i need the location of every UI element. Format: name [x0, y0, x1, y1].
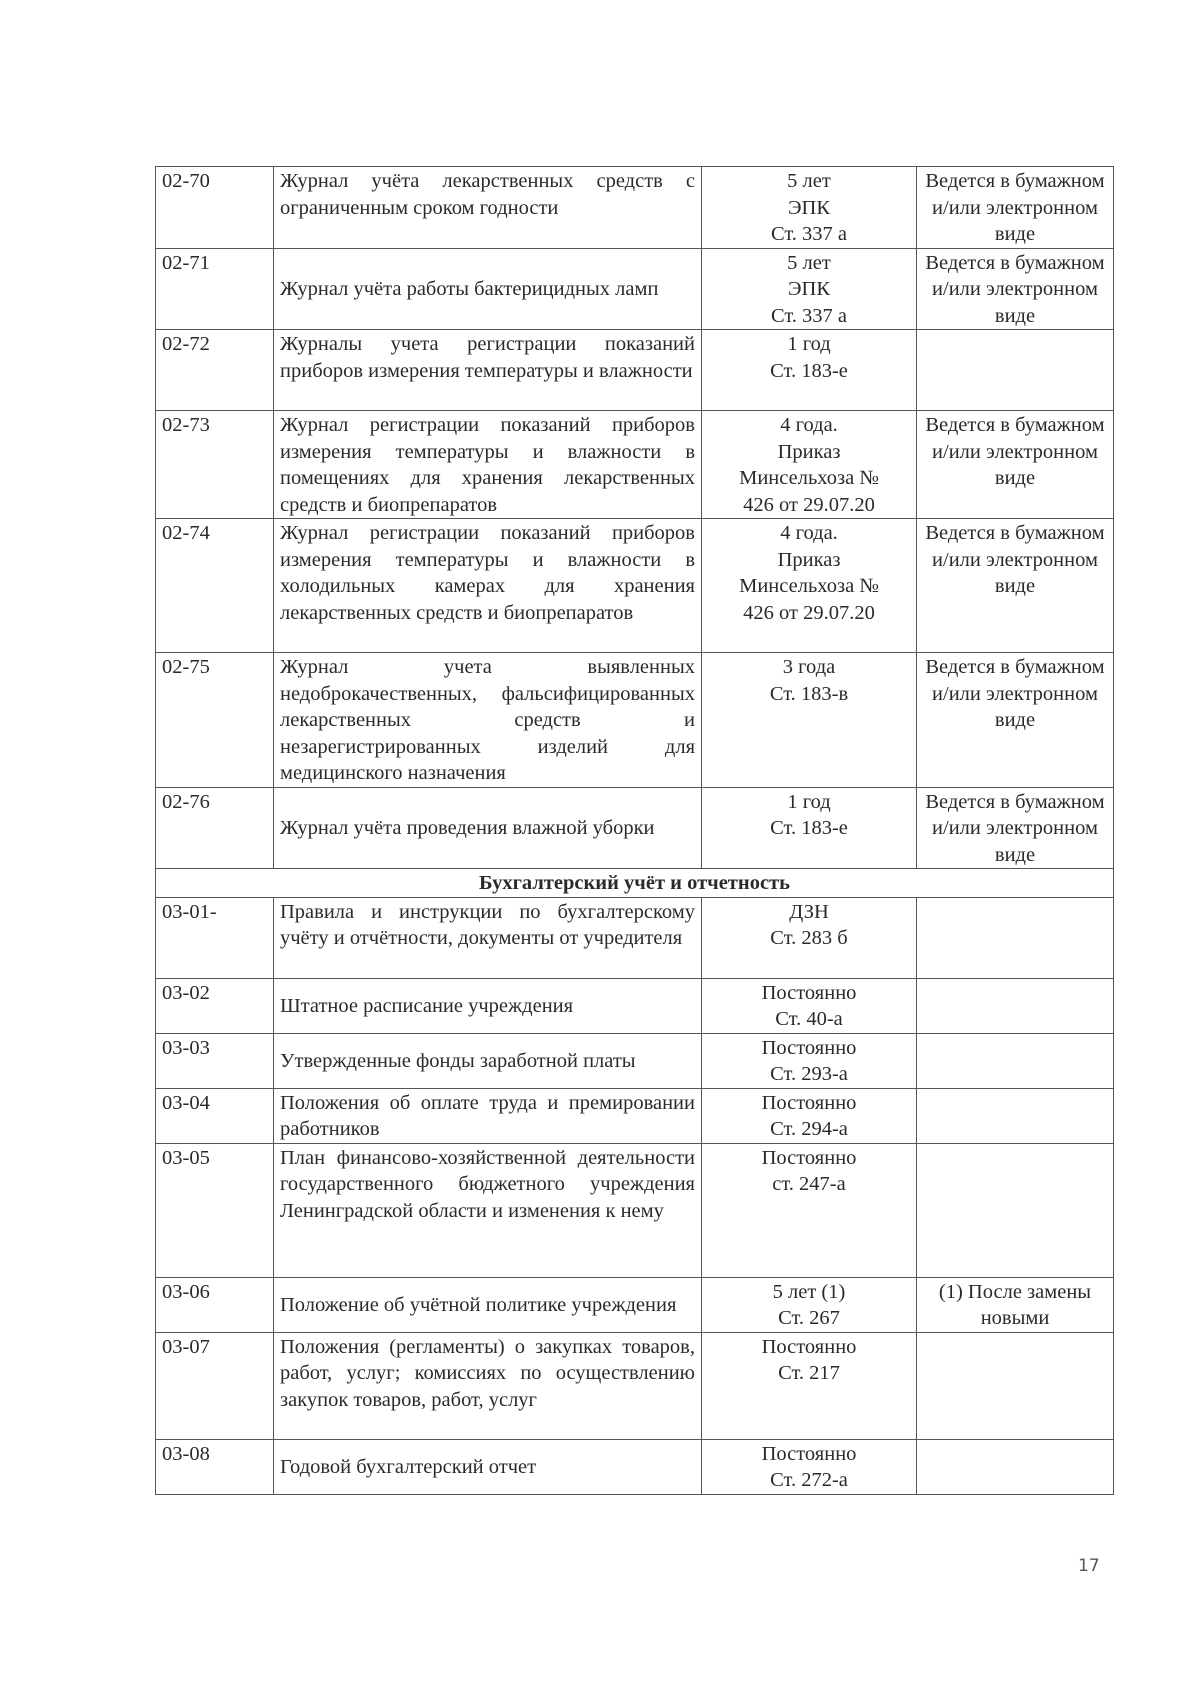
- retention-term-line: Постоянно: [761, 1442, 857, 1465]
- retention-term-line: 5 лет (1): [772, 1280, 846, 1303]
- note-cell: Ведется в бумажном и/или электронном виде: [917, 653, 1114, 788]
- document-title-cell: План финансово-хозяйственной деятельности государственного бюджетного учреждения Ленинградской области и изменения к нему: [274, 1143, 702, 1277]
- retention-term-cell: [702, 411, 917, 519]
- row-index-cell: 02-70: [156, 167, 274, 249]
- retention-term-cell: [702, 167, 917, 249]
- row-index-cell: 03-08: [156, 1439, 274, 1494]
- retention-term-cell: [702, 653, 917, 788]
- retention-term-cell: [702, 330, 917, 411]
- retention-term-line: Ст. 183-е: [770, 817, 848, 839]
- document-title-cell: Положение об учётной политике учреждения: [274, 1277, 702, 1332]
- retention-term-cell: [702, 787, 917, 869]
- retention-term-line: Ст. 183-в: [769, 682, 849, 705]
- retention-term-line: ДЗН: [789, 900, 829, 923]
- note-cell: [917, 897, 1114, 978]
- retention-term-line: Ст. 283 б: [770, 927, 848, 949]
- retention-term-line: 1 год: [787, 333, 831, 355]
- table-row: [156, 411, 1114, 519]
- note-cell: [917, 1088, 1114, 1143]
- document-title-cell: Журнал учёта проведения влажной уборки: [274, 787, 702, 869]
- table-row: [156, 787, 1114, 869]
- retention-term-line: Ст. 217: [778, 1362, 840, 1384]
- table-row: [156, 1439, 1114, 1494]
- retention-term-line: Ст. 294-а: [770, 1118, 848, 1140]
- retention-term-cell: [702, 1277, 917, 1332]
- section-title: Бухгалтерский учёт и отчетность: [156, 869, 1114, 898]
- retention-term-cell: [702, 1033, 917, 1088]
- note-cell: Ведется в бумажном и/или электронном виде: [917, 787, 1114, 869]
- retention-term-line: Постоянно: [761, 1146, 857, 1169]
- row-index-cell: 02-74: [156, 519, 274, 653]
- row-index-cell: 03-04: [156, 1088, 274, 1143]
- row-index-cell: 03-01-: [156, 897, 274, 978]
- table-row: [156, 1033, 1114, 1088]
- note-cell: (1) После замены новыми: [917, 1277, 1114, 1332]
- retention-term-line: ЭПК: [787, 196, 830, 219]
- retention-term-cell: [702, 978, 917, 1033]
- document-title-cell: Утвержденные фонды заработной платы: [274, 1033, 702, 1088]
- retention-term-line: Ст. 272-а: [770, 1469, 848, 1491]
- retention-term-cell: [702, 1439, 917, 1494]
- retention-term-line: Ст. 40-а: [775, 1008, 843, 1030]
- row-index-cell: 03-02: [156, 978, 274, 1033]
- document-title-cell: Журнал учета выявленных недоброкачественных, фальсифицированных лекарственных средств и незарегистрированных изделий для медицинского назначения: [274, 653, 702, 788]
- nomenclature-table: [155, 166, 1114, 1495]
- row-index-cell: 02-75: [156, 653, 274, 788]
- row-index-cell: 02-76: [156, 787, 274, 869]
- note-cell: [917, 1439, 1114, 1494]
- retention-term-line: Ст. 267: [778, 1307, 840, 1329]
- row-index-cell: 02-72: [156, 330, 274, 411]
- retention-term-cell: [702, 519, 917, 653]
- note-cell: [917, 1143, 1114, 1277]
- retention-term-line: Приказ: [777, 548, 841, 571]
- row-index-cell: 03-06: [156, 1277, 274, 1332]
- section-header-row: [156, 869, 1114, 898]
- row-index-cell: 03-03: [156, 1033, 274, 1088]
- table-row: [156, 330, 1114, 411]
- retention-term-line: Постоянно: [761, 1036, 857, 1059]
- note-cell: Ведется в бумажном и/или электронном виде: [917, 519, 1114, 653]
- retention-term-line: Минсельхоза №: [739, 575, 879, 597]
- retention-term-line: 4 года.: [780, 522, 838, 544]
- retention-term-line: 426 от 29.07.20: [743, 601, 875, 624]
- retention-term-line: Ст. 183-е: [770, 359, 848, 382]
- page-number: 17: [1078, 1556, 1100, 1576]
- retention-term-line: ст. 247-а: [772, 1173, 846, 1195]
- note-cell: [917, 330, 1114, 411]
- retention-term-cell: [702, 1143, 917, 1277]
- retention-term-line: 5 лет: [787, 251, 831, 274]
- table-row: [156, 1088, 1114, 1143]
- retention-term-cell: [702, 1332, 917, 1439]
- table-row: [156, 248, 1114, 330]
- document-title-cell: Положения об оплате труда и премировании работников: [274, 1088, 702, 1143]
- document-title-cell: Журналы учета регистрации показаний приборов измерения температуры и влажности: [274, 330, 702, 411]
- row-index-cell: 03-05: [156, 1143, 274, 1277]
- note-cell: Ведется в бумажном и/или электронном виде: [917, 411, 1114, 519]
- retention-term-line: Ст. 337 а: [770, 223, 848, 245]
- note-cell: Ведется в бумажном и/или электронном виде: [917, 248, 1114, 330]
- note-cell: [917, 978, 1114, 1033]
- table-row: [156, 653, 1114, 788]
- row-index-cell: 02-71: [156, 248, 274, 330]
- row-index-cell: 03-07: [156, 1332, 274, 1439]
- document-title-cell: Журнал учёта работы бактерицидных ламп: [274, 248, 702, 330]
- retention-term-line: 426 от 29.07.20: [743, 493, 875, 516]
- table-row: [156, 167, 1114, 249]
- document-title-cell: Правила и инструкции по бухгалтерскому учёту и отчётности, документы от учредителя: [274, 897, 702, 978]
- table-row: [156, 978, 1114, 1033]
- document-title-cell: Журнал учёта лекарственных средств с ограниченным сроком годности: [274, 167, 702, 249]
- retention-term-line: 5 лет: [787, 170, 831, 192]
- retention-term-line: Постоянно: [761, 1091, 857, 1114]
- retention-term-line: Приказ: [777, 440, 841, 463]
- retention-term-line: Ст. 337 а: [770, 304, 848, 327]
- retention-term-line: Постоянно: [761, 1335, 857, 1358]
- table-row: [156, 1143, 1114, 1277]
- retention-term-line: 1 год: [787, 790, 831, 813]
- retention-term-cell: [702, 248, 917, 330]
- retention-term-line: 4 года.: [780, 414, 838, 436]
- table-row: [156, 519, 1114, 653]
- document-title-cell: Штатное расписание учреждения: [274, 978, 702, 1033]
- retention-term-line: Минсельхоза №: [739, 467, 879, 489]
- retention-term-line: Ст. 293-а: [770, 1063, 848, 1085]
- document-title-cell: Журнал регистрации показаний приборов измерения температуры и влажности в помещениях для хранения лекарственных средств и биопрепаратов: [274, 411, 702, 519]
- retention-term-cell: [702, 1088, 917, 1143]
- document-title-cell: Годовой бухгалтерский отчет: [274, 1439, 702, 1494]
- retention-term-line: 3 года: [782, 656, 836, 678]
- note-cell: [917, 1332, 1114, 1439]
- document-title-cell: Журнал регистрации показаний приборов измерения температуры и влажности в холодильных камерах для хранения лекарственных средств и биопрепаратов: [274, 519, 702, 653]
- retention-term-line: ЭПК: [787, 278, 830, 300]
- table-row: [156, 1332, 1114, 1439]
- retention-term-line: Постоянно: [761, 981, 857, 1004]
- table-body: [156, 167, 1114, 1495]
- note-cell: Ведется в бумажном и/или электронном виде: [917, 167, 1114, 249]
- row-index-cell: 02-73: [156, 411, 274, 519]
- document-title-cell: Положения (регламенты) о закупках товаров, работ, услуг; комиссиях по осуществлению закупок товаров, работ, услуг: [274, 1332, 702, 1439]
- table-row: [156, 897, 1114, 978]
- note-cell: [917, 1033, 1114, 1088]
- table-row: [156, 1277, 1114, 1332]
- retention-term-cell: [702, 897, 917, 978]
